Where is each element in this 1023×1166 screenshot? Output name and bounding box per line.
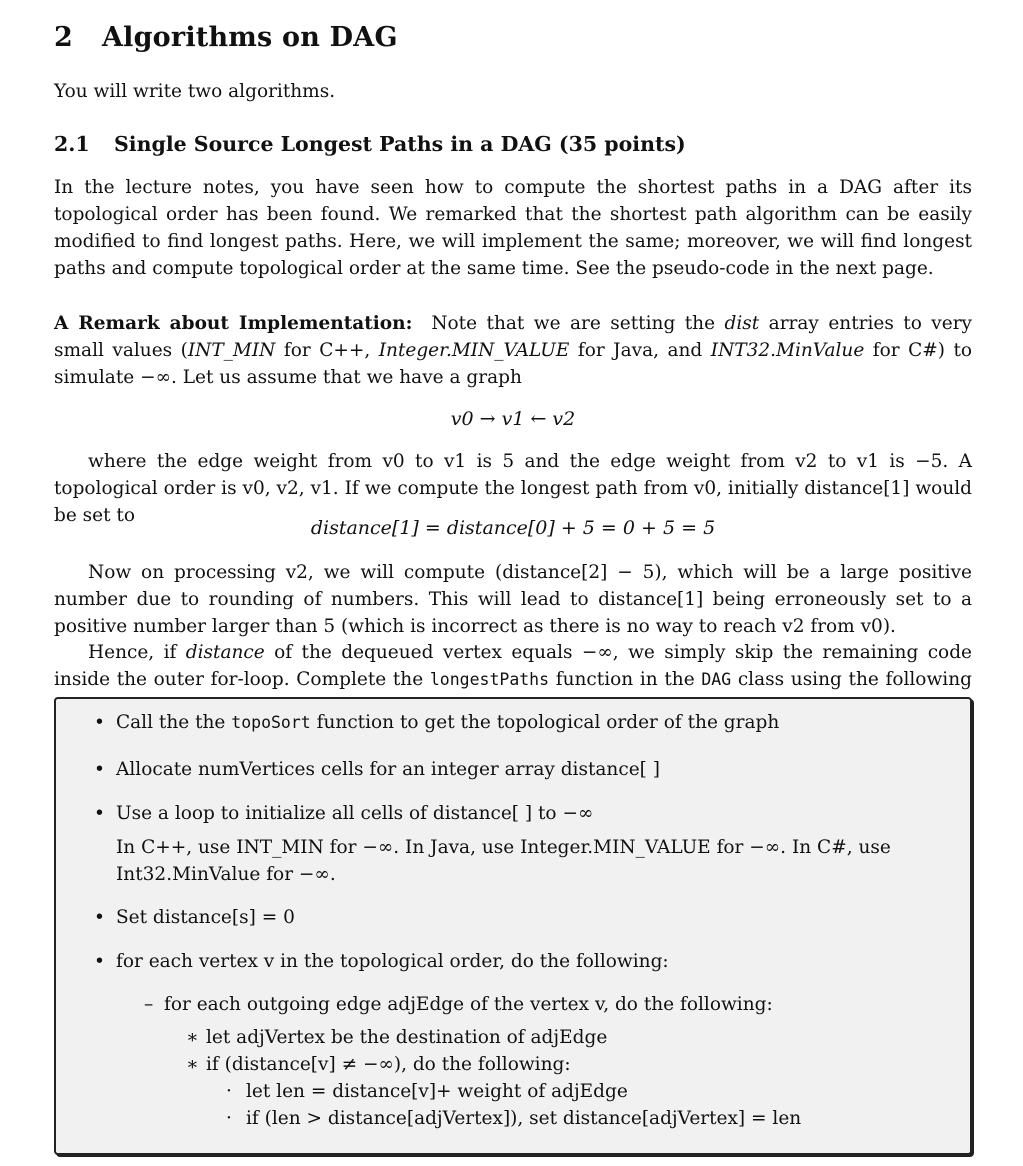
- dash-icon: –: [144, 994, 154, 1015]
- dist-term: dist: [724, 313, 760, 334]
- step-note: In C++, use INT_MIN for −∞. In Java, use Integer.MIN_VALUE for −∞. In C#, use Int32.MinValue for −∞.: [116, 837, 891, 885]
- paragraph-processing: Now on processing v2, we will compute (distance[2] − 5), which will be a large positive number due to rounding of numbers. This will lead to distance[1] being erroneously set to a positive number larger than 5 (which is incorrect as there is no way to reach v2 from v0).: [54, 562, 972, 637]
- bullet-icon: •: [94, 803, 105, 824]
- step-text: for each vertex v in the topological order, do the following:: [116, 951, 669, 972]
- step-text: let adjVertex be the destination of adjEdge: [206, 1027, 608, 1048]
- bullet-icon: •: [94, 907, 105, 928]
- paragraph-example: where the edge weight from v0 to v1 is 5 and the edge weight from v2 to v1 is −5. A topological order is v0, v2, v1. If we compute the longest path from v0, initially distance[1] would be set to: [54, 451, 972, 526]
- remark-text: for C++,: [283, 340, 371, 361]
- topo-sort-code: topoSort: [231, 713, 311, 732]
- bullet-icon: •: [94, 951, 105, 972]
- graph-equation-text: v0 → v1 ← v2: [450, 408, 576, 430]
- function-name: longestPaths: [429, 670, 550, 689]
- hence-text: class using the following: [737, 669, 972, 690]
- graph-equation: [54, 408, 972, 430]
- step-item: [94, 904, 936, 931]
- section-number: 2: [54, 22, 73, 53]
- dot-icon: ·: [226, 1108, 232, 1129]
- intro-text: You will write two algorithms.: [54, 81, 336, 102]
- remark-heading: A Remark about Implementation:: [54, 313, 413, 334]
- step-item: [94, 800, 936, 827]
- step-text: Allocate numVertices cells for an integer array distance[ ]: [116, 759, 660, 780]
- steps-box: [54, 697, 972, 1155]
- hence-text: of the dequeued vertex equals −∞, we simply skip the remaining code inside the outer for-loop. Complete the: [54, 642, 972, 690]
- remark-text: Note that we are setting the: [431, 313, 716, 334]
- remark-text: array entries to very small values (: [54, 313, 973, 361]
- distance-equation: [54, 517, 972, 539]
- step-text: if (distance[v] ≠ −∞), do the following:: [206, 1054, 571, 1075]
- remark-text: for Java, and: [577, 340, 703, 361]
- deep-step-item: [226, 1078, 628, 1105]
- deep-step-item: [226, 1105, 802, 1132]
- step-text: function to get the topological order of the graph: [316, 712, 780, 733]
- hence-text: Hence, if: [88, 642, 177, 663]
- remark-text: for C#) to simulate −∞. Let us assume that we have a graph: [54, 340, 973, 388]
- subsection-heading: [54, 132, 686, 156]
- section-title: Algorithms on DAG: [102, 22, 398, 53]
- bullet-icon: •: [94, 712, 105, 733]
- bullet-icon: •: [94, 759, 105, 780]
- subsection-title: Single Source Longest Paths in a DAG (35 points): [114, 132, 686, 156]
- subsection-number: 2.1: [54, 132, 90, 156]
- hence-text: function in the: [555, 669, 695, 690]
- csmin-term: INT32.MinValue: [710, 340, 865, 361]
- step-item: [94, 709, 936, 736]
- javamin-term: Integer.MIN_VALUE: [378, 340, 570, 361]
- step-item: [94, 756, 936, 783]
- asterisk-icon: ∗: [186, 1054, 199, 1075]
- intmin-term: INT_MIN: [187, 340, 276, 361]
- dot-icon: ·: [226, 1081, 232, 1102]
- class-name: DAG: [701, 670, 732, 689]
- paragraph-intro: In the lecture notes, you have seen how to compute the shortest paths in a DAG after its topological order has been found. We remarked that the shortest path algorithm can be easily modified to find longest paths. Here, we will implement the same; moreover, we will find longest paths and compute topological order at the same time. See the pseudo-code in the next page.: [54, 177, 972, 279]
- subsubstep-item: [186, 1024, 608, 1051]
- substep-item: [144, 991, 773, 1018]
- subsubstep-item: [186, 1051, 571, 1078]
- remark-paragraph: [54, 310, 972, 391]
- step-text: for each outgoing edge adjEdge of the vertex v, do the following:: [164, 994, 773, 1015]
- step-text: Set distance[s] = 0: [116, 907, 295, 928]
- section-heading: [54, 22, 398, 53]
- distance-term: distance: [185, 642, 265, 663]
- asterisk-icon: ∗: [186, 1027, 199, 1048]
- distance-equation-text: distance[1] = distance[0] + 5 = 0 + 5 = 5: [310, 517, 716, 539]
- step-text: let len = distance[v]+ weight of adjEdge: [246, 1081, 628, 1102]
- step-text: Use a loop to initialize all cells of distance[ ] to −∞: [116, 803, 594, 824]
- step-text: if (len > distance[adjVertex]), set distance[adjVertex] = len: [246, 1108, 802, 1129]
- step-item: [94, 948, 936, 975]
- step-text: Call the the: [116, 712, 226, 733]
